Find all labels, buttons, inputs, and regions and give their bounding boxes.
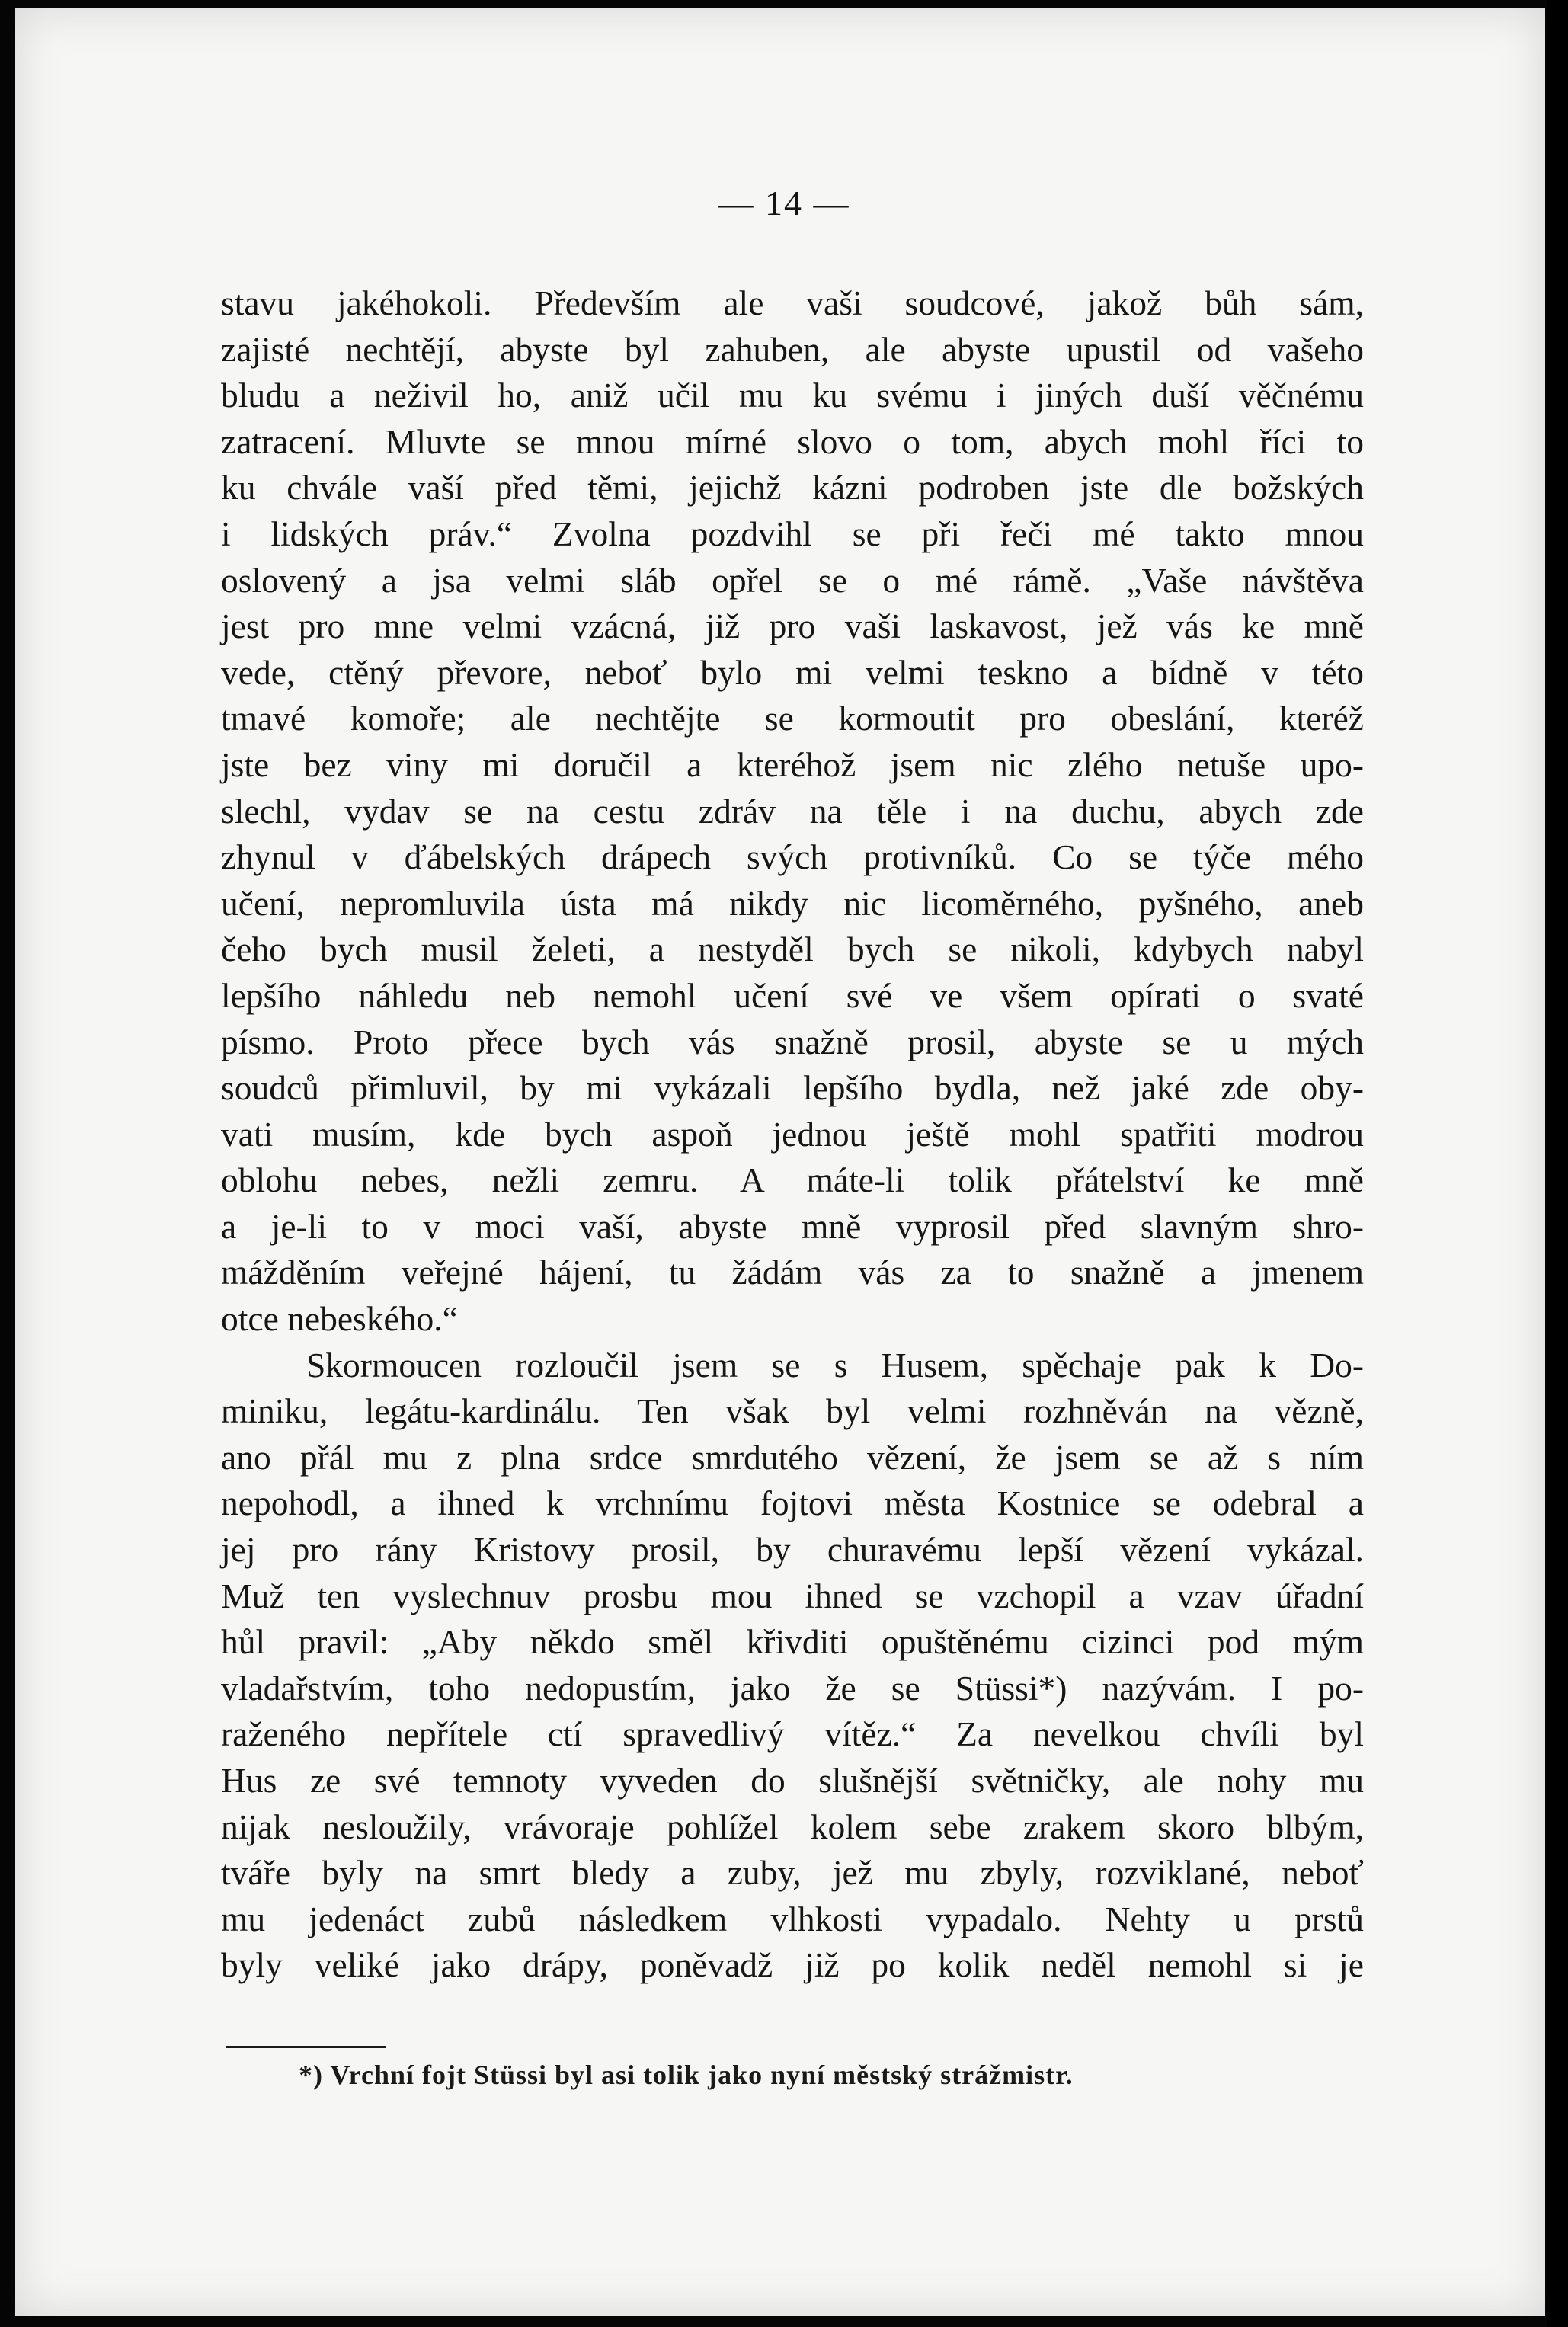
text-line: a je-li to v moci vaší, abyste mně vyprosil před slavným shro- xyxy=(221,1206,1364,1246)
text-line: vati musím, kde bych aspoň jednou ještě mohl spatřiti modrou xyxy=(221,1114,1364,1154)
scan-edge xyxy=(1547,0,1568,2327)
text-line: miniku, legátu-kardinálu. Ten však byl velmi rozhněván na vězně, xyxy=(221,1391,1364,1431)
body-text xyxy=(221,280,1364,1989)
text-line: jest pro mne velmi vzácná, již pro vaši laskavost, jež vás ke mně xyxy=(221,607,1364,646)
text-line: nijak nesloužily, vrávoraje pohlížel kolem sebe zrakem skoro blbým, xyxy=(221,1807,1364,1846)
text-line: oblohu nebes, nežli zemru. A máte-li tolik přátelství ke mně xyxy=(221,1160,1364,1200)
text-line: oslovený a jsa velmi sláb opřel se o mé rámě. „Vaše návštěva xyxy=(221,560,1364,600)
text-line: bludu a neživil ho, aniž učil mu ku svému i jiných duší věčnému xyxy=(221,376,1364,415)
text-line: hůl pravil: „Aby někdo směl křivditi opuštěnému cizinci pod mým xyxy=(221,1622,1364,1662)
text-line: mu jedenáct zubů následkem vlhkosti vypadalo. Nehty u prstů xyxy=(221,1899,1364,1938)
text-line: nepohodl, a ihned k vrchnímu fojtovi města Kostnice se odebral a xyxy=(221,1484,1364,1523)
text-line: soudců přimluvil, by mi vykázali lepšího bydla, než jaké zde oby- xyxy=(221,1068,1364,1108)
text-line: čeho bych musil želeti, a nestyděl bych se nikoli, kdybych nabyl xyxy=(221,930,1364,969)
paragraph-start-line: Skormoucen rozloučil jsem se s Husem, spěchaje pak k Do- xyxy=(306,1345,1364,1384)
text-line: tmavé komoře; ale nechtějte se kormoutit pro obeslání, kteréž xyxy=(221,699,1364,738)
footnote-rule xyxy=(226,2046,386,2048)
text-line: i lidských práv.“ Zvolna pozdvihl se při řeči mé takto mnou xyxy=(221,514,1364,553)
text-line: Muž ten vyslechnuv prosbu mou ihned se vzchopil a vzav úřadní xyxy=(221,1576,1364,1615)
text-line: vede, ctěný převore, neboť bylo mi velmi teskno a bídně v této xyxy=(221,652,1364,692)
text-line: vladařstvím, toho nedopustím, jako že se Stüssi*) nazývám. I po- xyxy=(221,1668,1364,1708)
footnote: *) Vrchní fojt Stüssi byl asi tolik jako nyní městský strážmistr. xyxy=(299,2060,1074,2090)
text-line: zatracení. Mluvte se mnou mírné slovo o tom, abych mohl říci to xyxy=(221,421,1364,461)
text-line: zajisté nechtějí, abyste byl zahuben, ale abyste upustil od vašeho xyxy=(221,329,1364,369)
text-line: jej pro rány Kristovy prosil, by churavému lepší vězení vykázal. xyxy=(221,1530,1364,1570)
text-line: lepšího náhledu neb nemohl učení své ve všem opírati o svaté xyxy=(221,975,1364,1015)
text-line: ano přál mu z plna srdce smrdutého vězení, že jsem se až s ním xyxy=(221,1437,1364,1477)
text-line: stavu jakéhokoli. Především ale vaši soudcové, jakož bůh sám, xyxy=(221,283,1364,322)
text-line: mážděním veřejné hájení, tu žádám vás za to snažně a jmenem xyxy=(221,1253,1364,1292)
text-line: zhynul v ďábelských drápech svých protivníků. Co se týče mého xyxy=(221,837,1364,877)
text-line: jste bez viny mi doručil a kteréhož jsem nic zlého netuše upo- xyxy=(221,744,1364,784)
page-number: — 14 — xyxy=(718,184,850,222)
text-line: slechl, vydav se na cestu zdráv na těle i na duchu, abych zde xyxy=(221,791,1364,831)
text-line: písmo. Proto přece bych vás snažně prosil, abyste se u mých xyxy=(221,1022,1364,1061)
text-line: učení, nepromluvila ústa má nikdy nic licoměrného, pyšného, aneb xyxy=(221,883,1364,923)
text-line: otce nebeského.“ xyxy=(221,1299,458,1339)
text-line: tváře byly na smrt bledy a zuby, jež mu zbyly, rozviklané, neboť xyxy=(221,1853,1364,1893)
text-line: Hus ze své temnoty vyveden do slušnější světničky, ale nohy mu xyxy=(221,1761,1364,1800)
text-line: byly veliké jako drápy, poněvadž již po kolik neděl nemohl si je xyxy=(221,1945,1364,1985)
text-line: raženého nepřítele ctí spravedlivý vítěz.“ Za nevelkou chvíli byl xyxy=(221,1714,1364,1754)
text-line: ku chvále vaší před těmi, jejichž kázni podroben jste dle božských xyxy=(221,468,1364,507)
